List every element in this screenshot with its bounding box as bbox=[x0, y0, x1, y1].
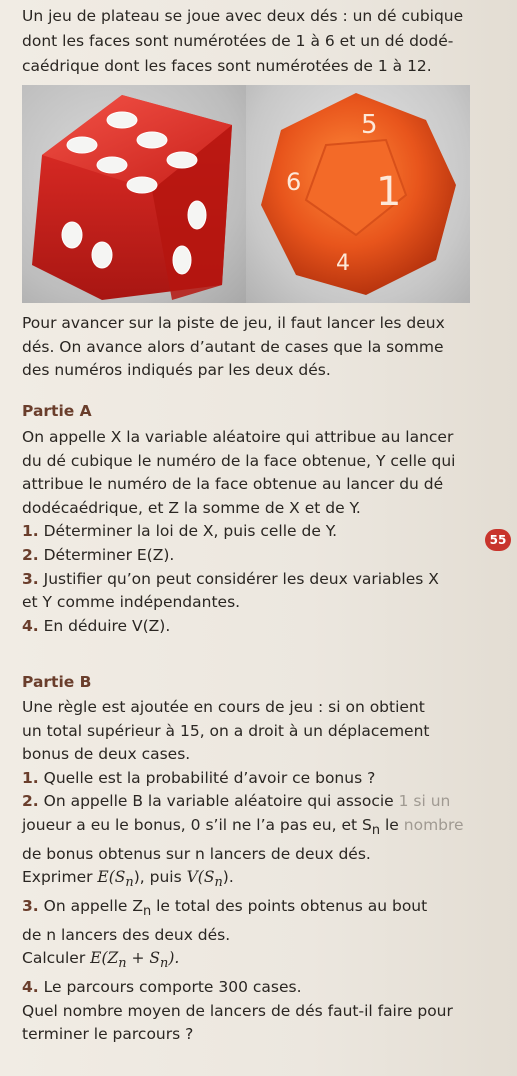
d12-number: 1 bbox=[376, 169, 402, 215]
text-line: du dé cubique le numéro de la face obtenue, Y celle qui bbox=[22, 451, 456, 470]
question-text: le total des points obtenus au bout bbox=[151, 896, 428, 915]
text-line bbox=[22, 947, 492, 976]
question-text: Quelle est la probabilité d’avoir ce bonus ? bbox=[43, 768, 376, 787]
text-line: Quel nombre moyen de lancers de dés faut-il faire pour bbox=[22, 1001, 453, 1020]
text-line: terminer le parcours ? bbox=[22, 1025, 194, 1044]
d12-number: 5 bbox=[361, 110, 378, 140]
text-line bbox=[22, 866, 492, 895]
math-expression: E(S bbox=[97, 868, 126, 887]
cube-die-illustration bbox=[22, 85, 246, 303]
faded-text: 1 si un bbox=[398, 792, 451, 811]
intro-paragraph bbox=[22, 4, 482, 79]
intro-line: caédrique dont les faces sont numérotées de 1 à 12. bbox=[22, 57, 432, 75]
subscript: n bbox=[371, 823, 381, 839]
text-span: Calculer bbox=[22, 949, 91, 968]
question-number: 3. bbox=[22, 569, 39, 588]
text-span: Exprimer bbox=[22, 868, 98, 887]
text-line: attribue le numéro de la face obtenue au lancer du dé bbox=[22, 475, 444, 494]
text-span: ), puis bbox=[133, 868, 187, 887]
question-number: 4. bbox=[22, 977, 39, 996]
question-text: Déterminer la loi de X, puis celle de Y. bbox=[43, 522, 338, 541]
d12-number: 4 bbox=[336, 251, 350, 276]
question-a1 bbox=[22, 520, 492, 544]
text-line: de n lancers des deux dés. bbox=[22, 925, 231, 944]
page-number-badge: 55 bbox=[485, 529, 511, 551]
text-line bbox=[22, 814, 492, 843]
part-b-title: Partie B bbox=[22, 673, 92, 691]
subscript: n bbox=[118, 956, 127, 972]
intro-line: Un jeu de plateau se joue avec deux dés : un dé cubique bbox=[22, 7, 464, 25]
text-span: joueur a eu le bonus, 0 s’il ne l’a pas eu, et S bbox=[22, 815, 372, 834]
question-b3 bbox=[22, 895, 492, 924]
question-b4 bbox=[22, 976, 492, 1000]
math-expression: V(S bbox=[186, 868, 215, 887]
question-b2 bbox=[22, 790, 492, 814]
question-a2 bbox=[22, 544, 492, 568]
text-span: le bbox=[380, 815, 404, 834]
question-text: On appelle Z bbox=[43, 896, 143, 915]
math-expression: E(Z bbox=[90, 949, 119, 968]
subscript: n bbox=[160, 956, 169, 972]
text-line: de bonus obtenus sur n lancers de deux dés. bbox=[22, 844, 371, 863]
text-line: bonus de deux cases. bbox=[22, 745, 191, 764]
question-a3 bbox=[22, 568, 492, 592]
question-a4 bbox=[22, 615, 492, 639]
question-text: Le parcours comporte 300 cases. bbox=[43, 977, 302, 996]
faded-text: nombre bbox=[403, 815, 464, 834]
question-number: 1. bbox=[22, 768, 39, 787]
intro-line: dont les faces sont numérotées de 1 à 6 et un dé dodé- bbox=[22, 32, 454, 50]
text-line: On appelle X la variable aléatoire qui attribue au lancer bbox=[22, 428, 454, 446]
part-a-body bbox=[22, 426, 492, 638]
math-expression: ). bbox=[168, 949, 180, 968]
text-line: un total supérieur à 15, on a droit à un déplacement bbox=[22, 721, 430, 740]
text-line: Une règle est ajoutée en cours de jeu : si on obtient bbox=[22, 698, 425, 716]
d12-die-illustration bbox=[246, 85, 470, 303]
dice-photo bbox=[22, 85, 470, 303]
text-line: dodécaédrique, et Z la somme de X et de Y. bbox=[22, 498, 361, 517]
text-line: et Y comme indépendantes. bbox=[22, 593, 241, 612]
question-text: Déterminer E(Z). bbox=[43, 545, 175, 564]
subscript: n bbox=[142, 904, 152, 920]
d12-number: 6 bbox=[286, 168, 302, 196]
rules-paragraph bbox=[22, 312, 492, 383]
subscript: n bbox=[125, 875, 134, 891]
text-line: des numéros indiqués par les deux dés. bbox=[22, 361, 331, 380]
question-number: 4. bbox=[22, 616, 39, 635]
question-number: 2. bbox=[22, 545, 39, 564]
cube-die-image bbox=[22, 85, 246, 303]
text-line: dés. On avance alors d’autant de cases que la somme bbox=[22, 337, 444, 356]
question-number: 2. bbox=[22, 792, 39, 811]
question-text: En déduire V(Z). bbox=[43, 616, 171, 635]
text-line: Pour avancer sur la piste de jeu, il faut lancer les deux bbox=[22, 314, 445, 332]
part-b-body bbox=[22, 696, 492, 1047]
question-b1 bbox=[22, 767, 492, 791]
dodecahedron-die-image bbox=[246, 85, 470, 303]
question-text: On appelle B la variable aléatoire qui associe bbox=[43, 792, 399, 811]
question-number: 1. bbox=[22, 522, 39, 541]
part-a-title: Partie A bbox=[22, 402, 92, 420]
question-text: Justifier qu’on peut considérer les deux variables X bbox=[43, 569, 439, 588]
subscript: n bbox=[214, 875, 223, 891]
text-span: ). bbox=[222, 868, 234, 887]
math-expression: + S bbox=[126, 949, 161, 968]
question-number: 3. bbox=[22, 896, 39, 915]
